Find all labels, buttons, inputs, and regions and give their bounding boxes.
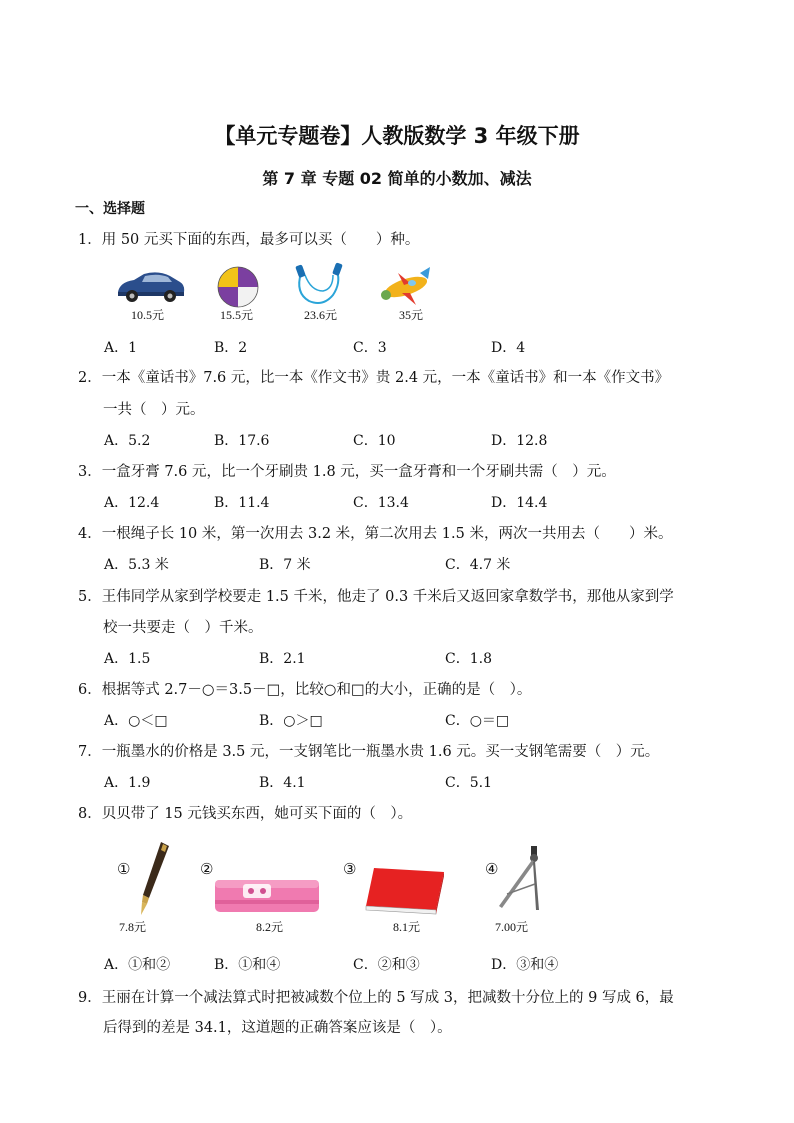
option-a[interactable]: A．○＜□ <box>104 713 168 729</box>
question-2-stem-cont: 一共（ ）元。 <box>103 402 205 418</box>
option-a[interactable]: A．1.9 <box>104 775 151 791</box>
item-price: 23.6元 <box>304 308 338 322</box>
option-a[interactable]: A．5.3 米 <box>104 557 169 573</box>
option-c[interactable]: C．4.7 米 <box>445 557 511 573</box>
fountain-pen-icon <box>135 840 171 916</box>
question-4-stem: 4．一根绳子长 10 米，第一次用去 3.2 米，第二次用去 1.5 米，两次一共用去（ ）米。 <box>78 526 673 542</box>
option-b[interactable]: B．2.1 <box>259 651 306 667</box>
page-title: 【单元专题卷】人教版数学 3 年级下册 <box>214 124 580 148</box>
option-c[interactable]: C．○＝□ <box>445 713 510 729</box>
question-3-stem: 3．一盒牙膏 7.6 元，比一个牙刷贵 1.8 元，买一盒牙膏和一个牙刷共需（ ）元。 <box>78 464 616 480</box>
option-a[interactable]: A．1 <box>104 340 138 356</box>
ball-icon <box>217 266 259 308</box>
item-price: 35元 <box>399 308 424 322</box>
option-c[interactable]: C．②和③ <box>353 957 420 973</box>
compass-icon <box>495 844 545 914</box>
item-price: 10.5元 <box>131 308 165 322</box>
question-5-stem-cont: 校一共要走（ ）千米。 <box>103 620 263 636</box>
question-1-stem: 1．用 50 元买下面的东西，最多可以买（ ）种。 <box>78 232 420 248</box>
option-b[interactable]: B．4.1 <box>259 775 306 791</box>
option-d[interactable]: D．14.4 <box>491 495 548 511</box>
option-a[interactable]: A．①和② <box>104 957 171 973</box>
item-price: 7.8元 <box>119 920 147 934</box>
question-8-stem: 8．贝贝带了 15 元钱买东西，她可买下面的（ ）。 <box>78 806 413 822</box>
item-price: 8.2元 <box>256 920 284 934</box>
question-6-stem: 6．根据等式 2.7－○＝3.5－□，比较○和□的大小，正确的是（ ）。 <box>78 682 532 698</box>
option-c[interactable]: C．5.1 <box>445 775 492 791</box>
option-c[interactable]: C．13.4 <box>353 495 409 511</box>
section-title: 一、选择题 <box>75 201 145 217</box>
item-price: 15.5元 <box>220 308 254 322</box>
question-7-stem: 7．一瓶墨水的价格是 3.5 元，一支钢笔比一瓶墨水贵 1.6 元。买一支钢笔需要（ ）元。 <box>78 744 660 760</box>
item-price: 8.1元 <box>393 920 421 934</box>
option-b[interactable]: B．11.4 <box>214 495 270 511</box>
option-a[interactable]: A．5.2 <box>104 433 151 449</box>
option-b[interactable]: B．①和④ <box>214 957 281 973</box>
item-price: 7.00元 <box>495 920 529 934</box>
question-9-stem-cont: 后得到的差是 34.1，这道题的正确答案应该是（ ）。 <box>103 1020 452 1036</box>
item-mark: ② <box>200 860 214 878</box>
option-c[interactable]: C．1.8 <box>445 651 492 667</box>
item-mark: ④ <box>485 860 499 878</box>
option-d[interactable]: D．③和④ <box>491 957 559 973</box>
option-b[interactable]: B．17.6 <box>214 433 270 449</box>
pencil-case-icon <box>213 874 321 916</box>
option-b[interactable]: B．2 <box>214 340 248 356</box>
option-c[interactable]: C．10 <box>353 433 396 449</box>
jump-rope-icon <box>293 263 345 308</box>
question-9-stem: 9．王丽在计算一个减法算式时把被减数个位上的 5 写成 3，把减数十分位上的 9 写成 6，最 <box>78 990 674 1006</box>
option-c[interactable]: C．3 <box>353 340 387 356</box>
option-b[interactable]: B．○＞□ <box>259 713 323 729</box>
book-icon <box>364 866 446 916</box>
car-icon <box>114 266 186 306</box>
option-b[interactable]: B．7 米 <box>259 557 311 573</box>
option-a[interactable]: A．12.4 <box>104 495 160 511</box>
toy-plane-icon <box>376 263 436 308</box>
option-d[interactable]: D．12.8 <box>491 433 548 449</box>
question-2-stem: 2．一本《童话书》7.6 元，比一本《作文书》贵 2.4 元，一本《童话书》和一本《作文书》 <box>78 370 670 386</box>
option-d[interactable]: D．4 <box>491 340 526 356</box>
item-mark: ① <box>117 860 131 878</box>
page-subtitle: 第 7 章 专题 02 简单的小数加、减法 <box>262 169 532 188</box>
item-mark: ③ <box>343 860 357 878</box>
option-a[interactable]: A．1.5 <box>104 651 151 667</box>
question-5-stem: 5．王伟同学从家到学校要走 1.5 千米，他走了 0.3 千米后又返回家拿数学书，那他从家到学 <box>78 589 674 605</box>
